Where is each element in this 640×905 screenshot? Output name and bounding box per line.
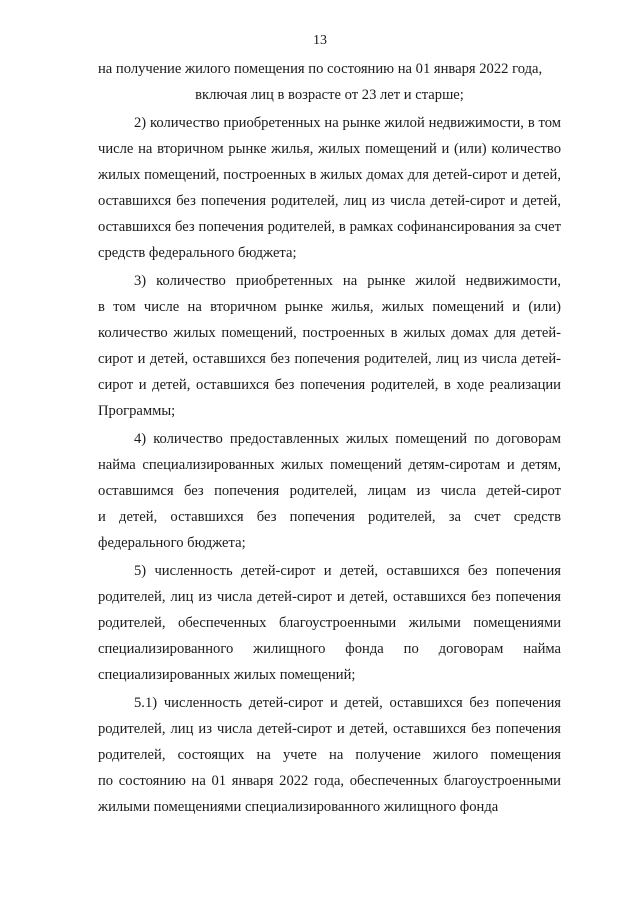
- text-line: родителей, обеспеченных благоустроенными жилыми помещениями: [98, 615, 561, 631]
- text-line: 2) количество приобретенных на рынке жилой недвижимости, в том: [134, 115, 561, 131]
- text-line: 5.1) численность детей-сирот и детей, оставшихся без попечения: [134, 695, 561, 711]
- paragraph-continuation: [98, 56, 561, 108]
- text-line: оставшимся без попечения родителей, лицам из числа детей-сирот: [98, 483, 561, 499]
- page-number: 13: [313, 33, 327, 48]
- text-line: жилыми помещениями специализированного жилищного фонда: [98, 799, 499, 815]
- text-line: жилых помещений, построенных в жилых домах для детей-сирот и детей,: [98, 167, 561, 183]
- text-line: специализированных жилых помещений;: [98, 667, 356, 683]
- text-line: Программы;: [98, 403, 176, 419]
- paragraph-item-3: [98, 268, 561, 424]
- text-line: родителей, лиц из числа детей-сирот и детей, оставшихся без попечения: [98, 721, 561, 737]
- paragraph-item-4: [98, 426, 561, 556]
- text-line: федерального бюджета;: [98, 535, 246, 551]
- text-line: и детей, оставшихся без попечения родителей, за счет средств: [98, 509, 561, 525]
- text-line: числе на вторичном рынке жилья, жилых помещений и (или) количество: [98, 141, 561, 157]
- text-line: средств федерального бюджета;: [98, 245, 297, 261]
- paragraph-item-5: [98, 558, 561, 688]
- text-line: по состоянию на 01 января 2022 года, обеспеченных благоустроенными: [98, 773, 561, 789]
- text-line: оставшихся без попечения родителей, лиц из числа детей-сирот и детей,: [98, 193, 561, 209]
- text-line: на получение жилого помещения по состоянию на 01 января 2022 года,: [98, 61, 543, 77]
- text-line: специализированного жилищного фонда по договорам найма: [98, 641, 561, 657]
- text-line: родителей, лиц из числа детей-сирот и детей, оставшихся без попечения: [98, 589, 561, 605]
- text-line: включая лиц в возрасте от 23 лет и старше;: [195, 87, 464, 103]
- text-line: в том числе на вторичном рынке жилья, жилых помещений и (или): [98, 299, 561, 315]
- text-line: родителей, состоящих на учете на получение жилого помещения: [98, 747, 561, 763]
- text-line: 5) численность детей-сирот и детей, оставшихся без попечения: [134, 563, 561, 579]
- document-body: [98, 56, 561, 820]
- text-line: найма специализированных жилых помещений детям-сиротам и детям,: [98, 457, 561, 473]
- text-line: оставшихся без попечения родителей, в рамках софинансирования за счет: [98, 219, 561, 235]
- text-line: 4) количество предоставленных жилых помещений по договорам: [134, 431, 561, 447]
- text-line: количество жилых помещений, построенных в жилых домах для детей-: [98, 325, 561, 341]
- text-line: сирот и детей, оставшихся без попечения родителей, в ходе реализации: [98, 377, 561, 393]
- text-line: сирот и детей, оставшихся без попечения родителей, лиц из числа детей-: [98, 351, 561, 367]
- paragraph-item-5-1: [98, 690, 561, 820]
- paragraph-item-2: [98, 110, 561, 266]
- text-line: 3) количество приобретенных на рынке жилой недвижимости,: [134, 273, 561, 289]
